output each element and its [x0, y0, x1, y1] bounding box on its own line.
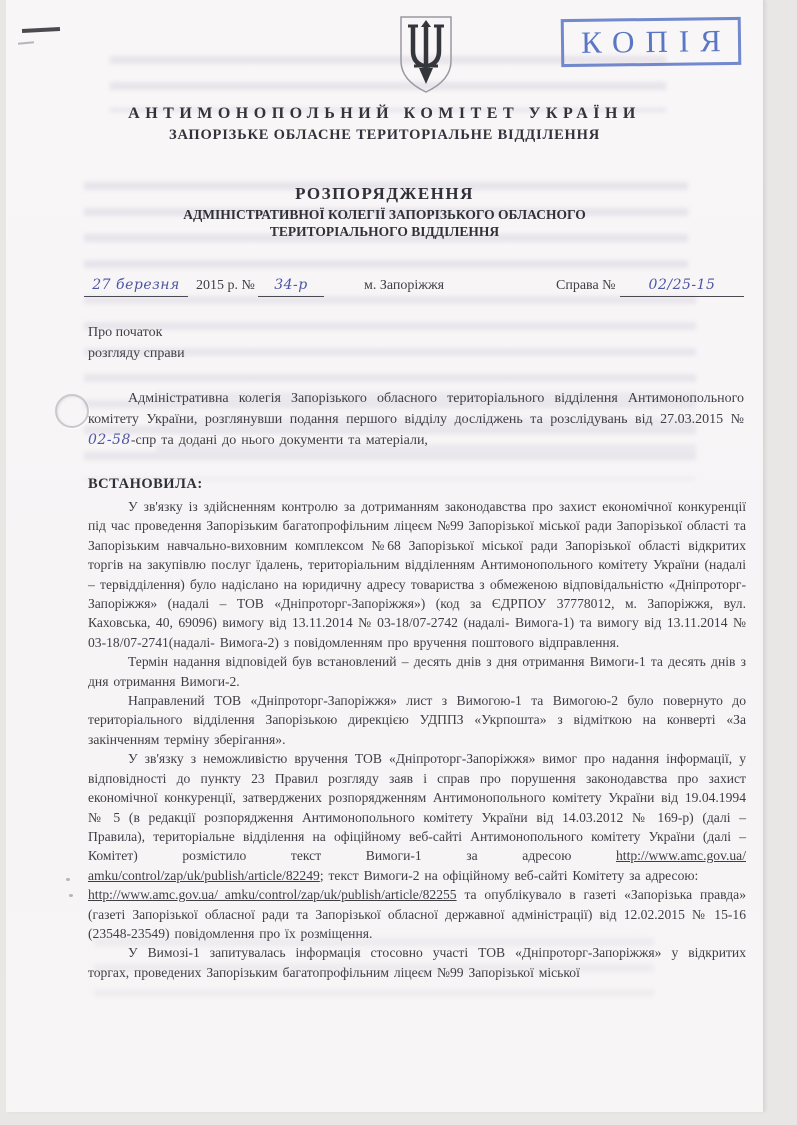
body-text-block [88, 497, 746, 982]
org-branch: ЗАПОРІЗЬКЕ ОБЛАСНЕ ТЕРИТОРІАЛЬНЕ ВІДДІЛЕННЯ [169, 127, 600, 143]
handwritten-doc-number: 34-р [274, 277, 308, 293]
paragraph-text: У зв'язку з неможливістю вручення ТОВ «Дніпроторг-Запоріжжя» вимог про надання інформації, у відповідності до пункту 23 Правил розгляду заяв і справ про порушення законодавства про захист економічної конкуренції, затверджених розпорядженням Антимонопольного комітету України від 19.04.1994 № 5 (в редакції розпорядження Антимонопольного комітету України від 14.03.2012 № 169-р) (далі – Правила), територіальне відділення на офіційному веб-сайті Антимонопольного комітету України (далі – Комітет) розмістило текст Вимоги-1 за адресою [88, 751, 746, 864]
copy-stamp: КОПІЯ [561, 17, 742, 67]
paragraph-text: Адміністративна колегія Запорізького обласного територіального відділення Антимонопольного комітету України, розглянувши подання першого відділу досліджень та розслідувань від 27.03.2015 № [88, 391, 744, 427]
paragraph-text: Направлений ТОВ «Дніпроторг-Запоріжжя» лист з Вимогою-1 та Вимогою-2 було повернуто до територіального відділення Запорізькою дирекцією УДППЗ «Укрпошта» з відміткою на конверті «За закінченням терміну зберігання». [88, 693, 746, 747]
body-paragraph [88, 388, 744, 451]
paragraph-text: Термін надання відповідей був встановлений – десять днів з дня отримання Вимоги-1 та десять днів з дня отримання Вимоги-2. [88, 654, 746, 689]
case-label: Справа № [556, 278, 616, 293]
intro-paragraph-block [88, 388, 744, 451]
org-name: АНТИМОНОПОЛЬНИЙ КОМІТЕТ УКРАЇНИ [128, 105, 641, 122]
handwritten-text: 02-58 [88, 432, 131, 448]
paragraph-text: -спр та додані до нього документи та матеріали, [130, 433, 428, 448]
subject-line2: розгляду справи [88, 346, 185, 361]
paragraph-text: та опублікувало в газеті «Запорізька правда» (газеті Запорізької обласної ради та Запорізької обласної державної адміністрації) від 12.02.2015 № 15-16 (23548-23549) повідомлення про їх розміщення. [88, 887, 746, 941]
established-heading: ВСТАНОВИЛА: [88, 476, 203, 492]
handwritten-case-number: 02/25-15 [648, 277, 716, 293]
meta-line [6, 277, 763, 299]
ukraine-trident-emblem-icon [393, 13, 459, 97]
url-text: http://www.amc.gov.ua/ amku/control/zap/uk/publish/article/82249 [88, 848, 746, 883]
punch-hole-mark [55, 394, 89, 428]
body-paragraph [88, 652, 746, 691]
staple-mark-faint [18, 41, 34, 44]
year-number-label: 2015 р. № [196, 278, 255, 293]
paragraph-text: ; текст Вимоги-2 на офіційному веб-сайті Комітету за адресою: [319, 867, 699, 883]
subject-line1: Про початок [88, 325, 163, 340]
url-text: http://www.amc.gov.ua/_amku/control/zap/uk/publish/article/82255 [88, 887, 457, 903]
handwritten-date: 27 березня [92, 277, 180, 293]
body-paragraph [88, 497, 746, 652]
city-label: м. Запоріжжя [364, 278, 445, 293]
staple-mark [22, 27, 60, 33]
body-paragraph [88, 691, 746, 749]
document-page [6, 0, 764, 1112]
body-paragraph [88, 943, 746, 982]
document-subtitle-line2: ТЕРИТОРІАЛЬНОГО ВІДДІЛЕННЯ [269, 224, 500, 239]
paragraph-text: У Вимозі-1 запитувалась інформація стосовно участі ТОВ «Дніпроторг-Запоріжжя» у відкритих торгах, проведених Запорізьким багатопрофільним ліцеєм №99 Запорізької міської [88, 945, 746, 980]
paragraph-text: У зв'язку із здійсненням контролю за дотриманням законодавства про захист економічної конкуренції під час проведення Запорізьким багатопрофільним ліцеєм №99 Запорізької міської ради Запорізької області та Запорізьким навчально-виховним комплексом №68 Запорізької міської ради Запорізької області відкритих торгів на закупівлю послуг їдалень, територіальним відділенням Антимонопольного комітету України (надалі – тервідділення) було надіслано на юридичну адресу товариства з обмеженою відповідальністю «Дніпроторг-Запоріжжя» (надалі – ТОВ «Дніпроторг-Запоріжжя») (код за ЄДРПОУ 37778012, м. Запоріжжя, вул. Каховська, 40, 69096) вимогу від 13.11.2014 № 03-18/07-2742 (надалі- Вимога-1) та вимогу від 13.11.2014 № 03-18/07-2741(надалі- Вимога-2) з повідомленням про вручення поштового відправлення. [88, 499, 746, 650]
ink-dot [69, 894, 73, 897]
case-number-blank [620, 277, 744, 297]
subject-block [88, 322, 185, 364]
body-paragraph [88, 749, 746, 943]
date-blank [84, 277, 188, 297]
ink-dot [66, 878, 70, 881]
doc-number-blank [258, 277, 324, 297]
document-title: РОЗПОРЯДЖЕННЯ [295, 184, 474, 203]
document-subtitle-line1: АДМІНІСТРАТИВНОЇ КОЛЕГІЇ ЗАПОРІЗЬКОГО ОБЛАСНОГО [183, 207, 586, 222]
